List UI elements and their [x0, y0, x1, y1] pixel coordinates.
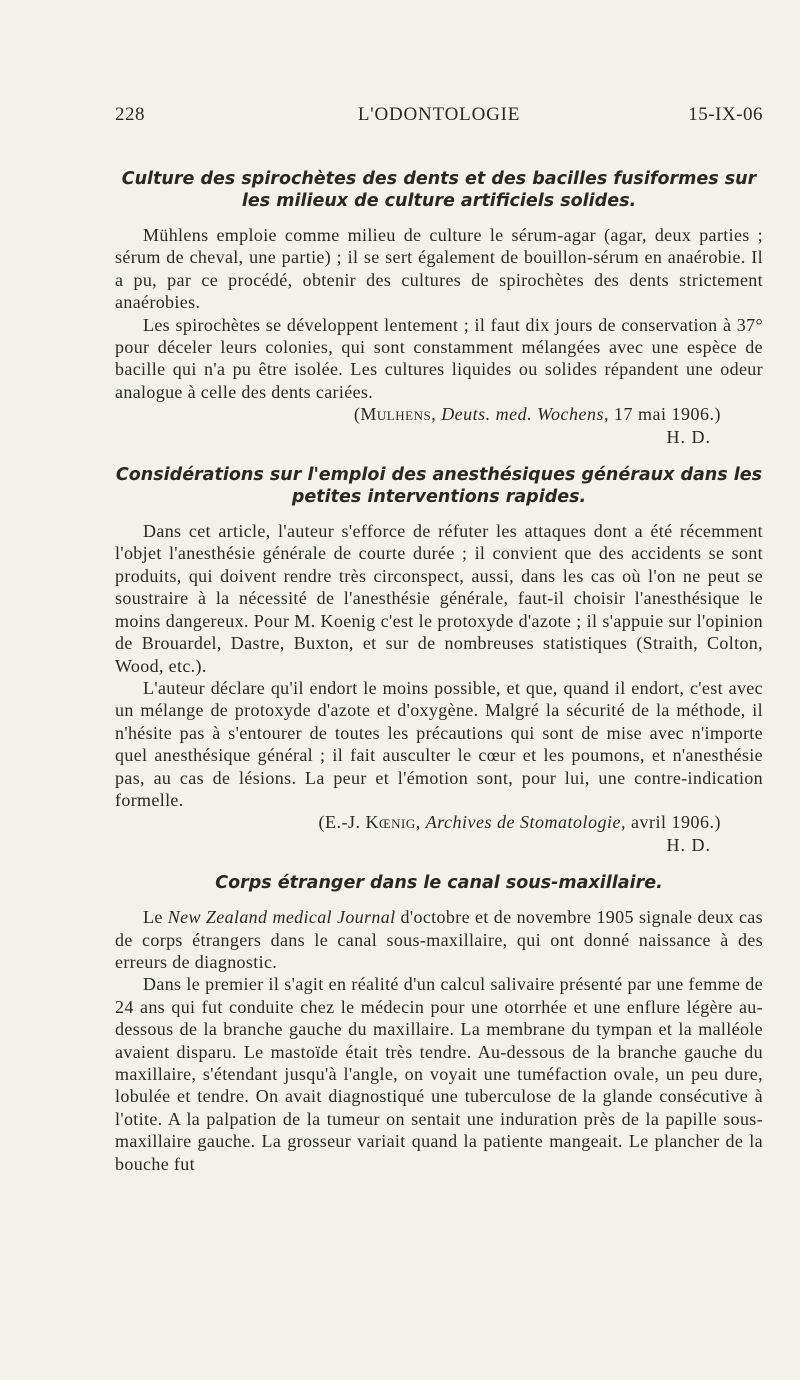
- paragraph: Dans le premier il s'agit en réalité d'un calcul salivaire présenté par une femme de 24 ans qui fut conduite chez le médecin pour une otorrhée et une enflure légère au-dessous de la branche gauche du maxillaire. La membrane du tympan et la malléole avaient disparu. Le mastoïde était très tendre. Au-dessous de la branche gauche du maxillaire, s'étendant jusqu'à l'angle, on voyait une tuméfaction ovale, un peu dure, lobulée et tendre. On avait diagnostiqué une tuberculose de la glande consécutive à l'otite. A la palpation de la tumeur on sentait une induration près de la papille sous-maxillaire gauche. La grosseur variait quand la patiente mangeait. Le plancher de la bouche fut: [115, 974, 763, 1174]
- article-anesthesiques: [115, 464, 763, 856]
- citation: [115, 811, 721, 833]
- article-corps-etranger: [115, 872, 763, 1175]
- citation: [115, 403, 721, 425]
- journal-title: L'ODONTOLOGIE: [357, 104, 521, 125]
- signature: H. D.: [666, 426, 711, 447]
- issue-date: 15-IX-06: [688, 104, 763, 125]
- paragraph: [115, 906, 763, 973]
- article-title: Culture des spirochètes des dents et des bacilles fusiformes sur les milieux de culture artificiels solides.: [121, 169, 757, 211]
- paragraph: L'auteur déclare qu'il endort le moins possible, et que, quand il endort, c'est avec un mélange de protoxyde d'azote et d'oxygène. Malgré la sécurité de la méthode, il n'hésite pas à s'entourer de toutes les précautions qui sont de mise avec n'importe quel anesthésique général ; il fait ausculter le cœur et les poumons, et n'anesthésie pas, au cas de lésions. La peur et l'émotion sont, pour lui, une contre-indication formelle.: [115, 677, 763, 810]
- citation-source: Deuts. med. Wochens,: [441, 404, 609, 425]
- paragraph: Les spirochètes se développent lentement ; il faut dix jours de conservation à 37° pour déceler leurs colonies, qui sont constamment mélangées avec une espèce de bacille qui n'a pu être isolée. Les cultures liquides ou solides répandent une odeur analogue à celle des dents cariées.: [115, 314, 763, 402]
- citation-source: Archives de Stomatologie,: [425, 812, 627, 833]
- signature: H. D.: [666, 834, 711, 855]
- journal-name: New Zealand medical Journal: [167, 907, 396, 928]
- page-body: [115, 168, 763, 1175]
- citation-author: Kœnig: [365, 812, 416, 833]
- citation-date: 17 mai 1906.): [609, 404, 721, 425]
- citation-date: avril 1906.): [626, 812, 721, 833]
- page-number: 228: [115, 104, 145, 125]
- running-header: [115, 104, 763, 128]
- citation-separator: ,: [431, 404, 442, 425]
- paragraph-prefix: Le: [143, 907, 168, 928]
- citation-open: (E.-J.: [318, 812, 366, 833]
- article-spirochetes: [115, 168, 763, 448]
- paragraph: Dans cet article, l'auteur s'efforce de réfuter les attaques dont a été récemment l'objet l'anesthésie générale de courte durée ; il convient que des accidents se sont produits, qui doivent rendre très circonspect, aussi, dans les cas où l'on ne peut se soustraire à la nécessité de l'anesthésie générale, faut-il choisir l'anesthésique le moins dangereux. Pour M. Koenig c'est le protoxyde d'azote ; il s'appuie sur l'opinion de Brouardel, Dastre, Buxton, et sur de nombreuses statistiques (Straith, Colton, Wood, etc.).: [115, 521, 763, 676]
- paragraph-rest: d'octobre et de novembre 1905 signale deux cas de corps étrangers dans le canal sous-maxillaire, qui ont donné naissance à des erreurs de diagnostic.: [115, 907, 763, 972]
- article-title: Considérations sur l'emploi des anesthésiques généraux dans les petites interventions rapides.: [115, 465, 763, 508]
- citation-open: (: [353, 404, 361, 425]
- article-title: Corps étranger dans le canal sous-maxillaire.: [215, 873, 663, 894]
- paragraph: Mühlens emploie comme milieu de culture le sérum-agar (agar, deux parties ; sérum de cheval, une partie) ; il se sert également de bouillon-sérum en anaérobie. Il a pu, par ce procédé, obtenir des cultures de spirochètes des dents strictement anaérobies.: [115, 225, 763, 313]
- citation-separator: ,: [415, 812, 426, 833]
- citation-author: Mulhens: [360, 404, 432, 425]
